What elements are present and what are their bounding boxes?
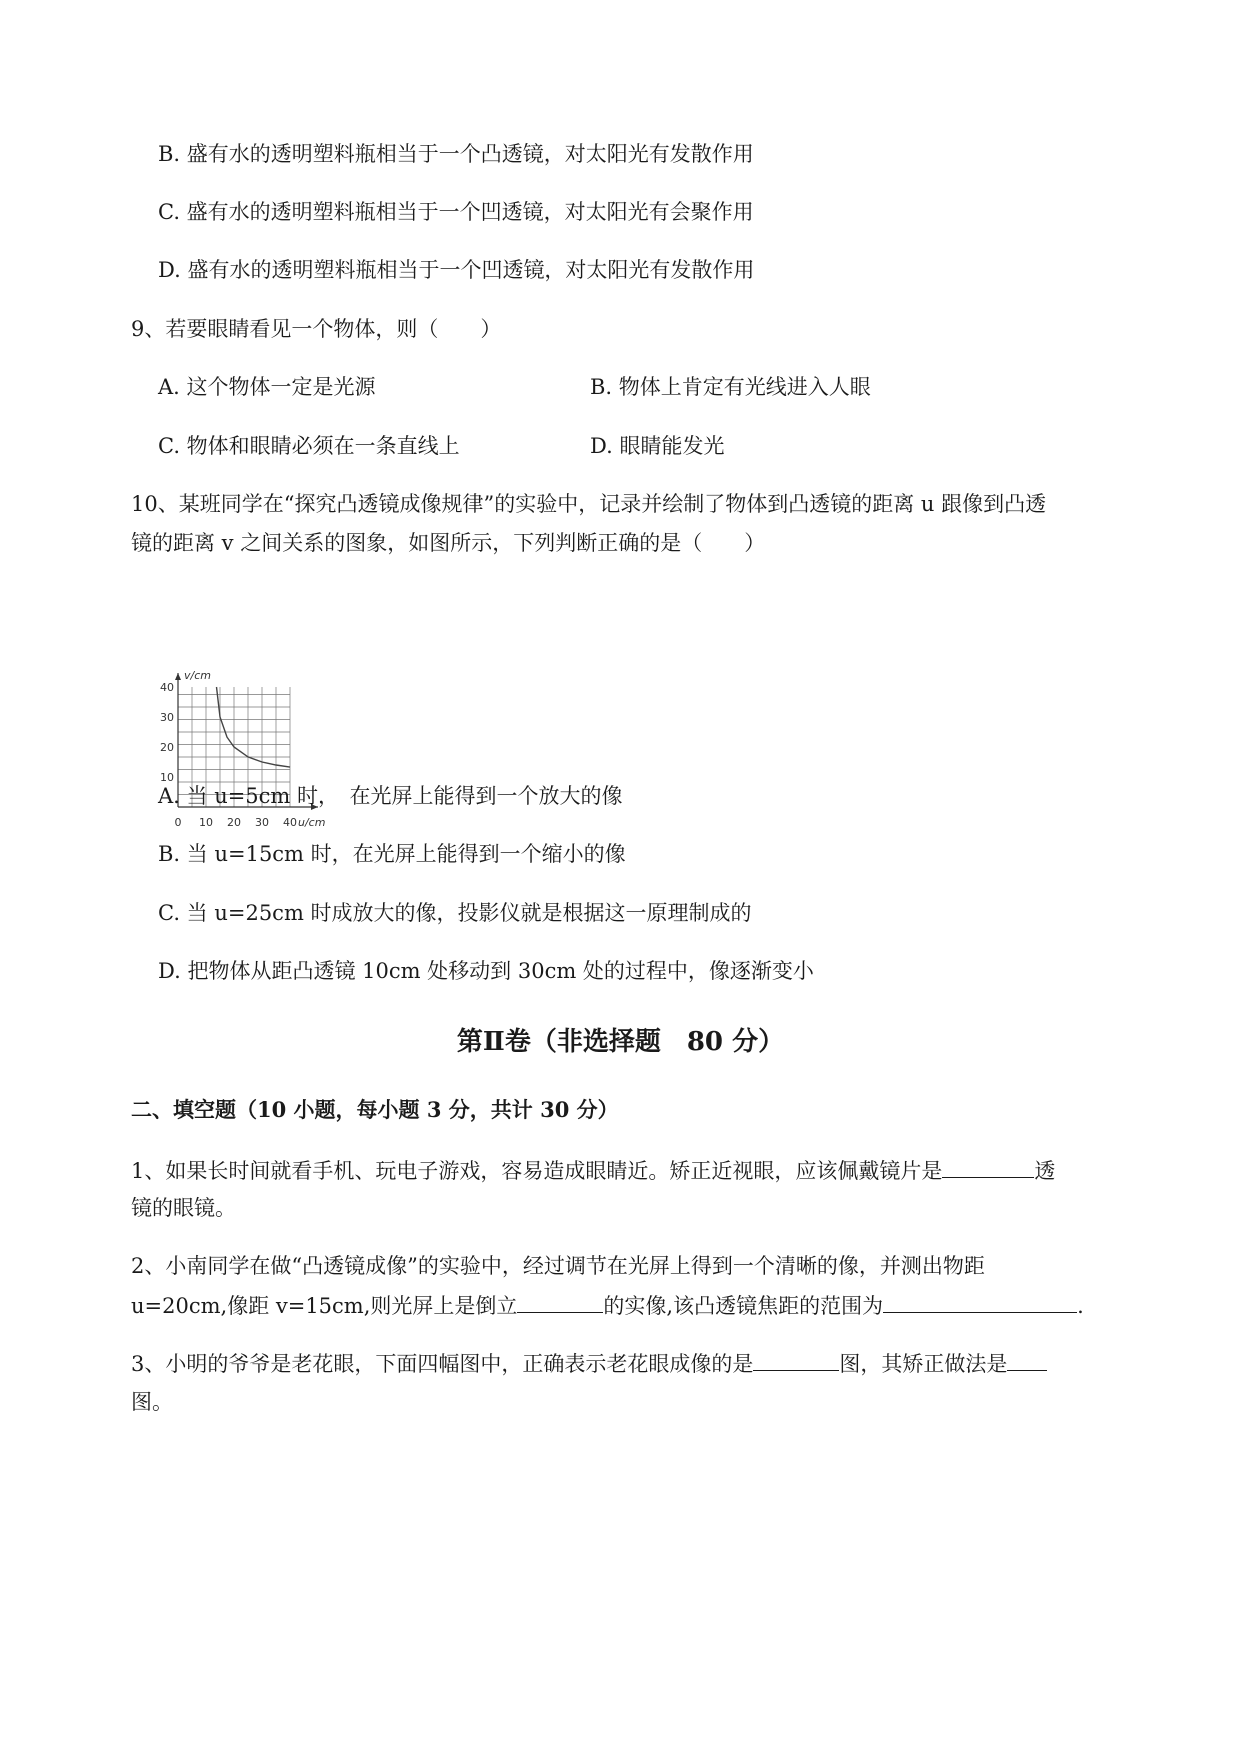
x-axis-label: u/cm xyxy=(298,816,326,829)
x-tick-label: 20 xyxy=(227,816,241,829)
y-tick-label: 10 xyxy=(160,771,174,784)
q9-option-b: B. 物体上肯定有光线进入人眼 xyxy=(590,375,871,399)
fill-q3-line2: 图。 xyxy=(131,1390,173,1414)
q10-stem-line1: 10、某班同学在“探究凸透镜成像规律”的实验中，记录并绘制了物体到凸透镜的距离 u 跟像到凸透 xyxy=(131,492,1047,516)
fill-q1-line2: 镜的眼镜。 xyxy=(131,1196,236,1220)
q9-option-d: D. 眼睛能发光 xyxy=(590,434,725,458)
fill-q3-blank-2[interactable] xyxy=(1007,1348,1047,1371)
fill-q2-blank-1[interactable] xyxy=(517,1290,603,1313)
q9-option-c: C. 物体和眼睛必须在一条直线上 xyxy=(158,434,460,458)
section-title: 二、填空题（10 小题，每小题 3 分，共计 30 分） xyxy=(131,1097,619,1122)
fill-q2-line1: 2、小南同学在做“凸透镜成像”的实验中，经过调节在光屏上得到一个清晰的像，并测出物距 xyxy=(131,1254,985,1278)
fill-q2-blank-2[interactable] xyxy=(883,1290,1077,1313)
fill-q1-text: 1、如果长时间就看手机、玩电子游戏，容易造成眼睛近。矫正近视眼，应该佩戴镜片是 xyxy=(131,1159,943,1183)
q8-option-d: D. 盛有水的透明塑料瓶相当于一个凹透镜，对太阳光有发散作用 xyxy=(158,258,755,282)
fill-q3-line1 xyxy=(131,1348,1047,1379)
q10-option-b: B. 当 u=15cm 时，在光屏上能得到一个缩小的像 xyxy=(158,842,626,866)
fill-q2-text-d: . xyxy=(1077,1294,1084,1318)
y-axis-label: v/cm xyxy=(184,669,211,682)
q10-option-c: C. 当 u=25cm 时成放大的像，投影仪就是根据这一原理制成的 xyxy=(158,901,752,925)
graph-curve xyxy=(217,687,291,767)
fill-q3-text-b: 图，其矫正做法是 xyxy=(839,1352,1008,1376)
q9-option-a: A. 这个物体一定是光源 xyxy=(158,375,376,399)
fill-q2-text-b: u=20cm,像距 v=15cm,则光屏上是倒立 xyxy=(131,1294,518,1318)
fill-q2-line2 xyxy=(131,1290,1084,1321)
part2-heading: 第Ⅱ卷（非选择题 80 分） xyxy=(456,1027,785,1057)
fill-q3-blank-1[interactable] xyxy=(753,1348,839,1371)
x-tick-label: 0 xyxy=(174,816,182,829)
y-axis-arrow xyxy=(175,673,181,680)
q10-stem-line2: 镜的距离 v 之间关系的图象，如图所示，下列判断正确的是（ ） xyxy=(131,531,766,555)
y-tick-label: 30 xyxy=(160,711,174,724)
x-tick-label: 10 xyxy=(199,816,213,829)
fill-q2-text-c: 的实像,该凸透镜焦距的范围为 xyxy=(603,1294,884,1318)
x-tick-label: 40 xyxy=(283,816,297,829)
q8-option-c: C. 盛有水的透明塑料瓶相当于一个凹透镜，对太阳光有会聚作用 xyxy=(158,200,754,224)
q10-option-d: D. 把物体从距凸透镜 10cm 处移动到 30cm 处的过程中，像逐渐变小 xyxy=(158,959,814,983)
q9-stem: 9、若要眼睛看见一个物体，则（ ） xyxy=(131,317,502,341)
fill-q3-text-a: 3、小明的爷爷是老花眼，下面四幅图中，正确表示老花眼成像的是 xyxy=(131,1352,754,1376)
y-tick-label: 20 xyxy=(160,741,174,754)
y-tick-label: 40 xyxy=(160,681,174,694)
fill-q1-blank[interactable] xyxy=(942,1155,1034,1178)
q8-option-b: B. 盛有水的透明塑料瓶相当于一个凸透镜，对太阳光有发散作用 xyxy=(158,142,754,166)
fill-q1-text-b: 透 xyxy=(1034,1159,1056,1183)
x-tick-label: 30 xyxy=(255,816,269,829)
fill-q1-line1 xyxy=(131,1155,1055,1186)
q10-option-a: A. 当 u=5cm 时， 在光屏上能得到一个放大的像 xyxy=(158,784,623,808)
